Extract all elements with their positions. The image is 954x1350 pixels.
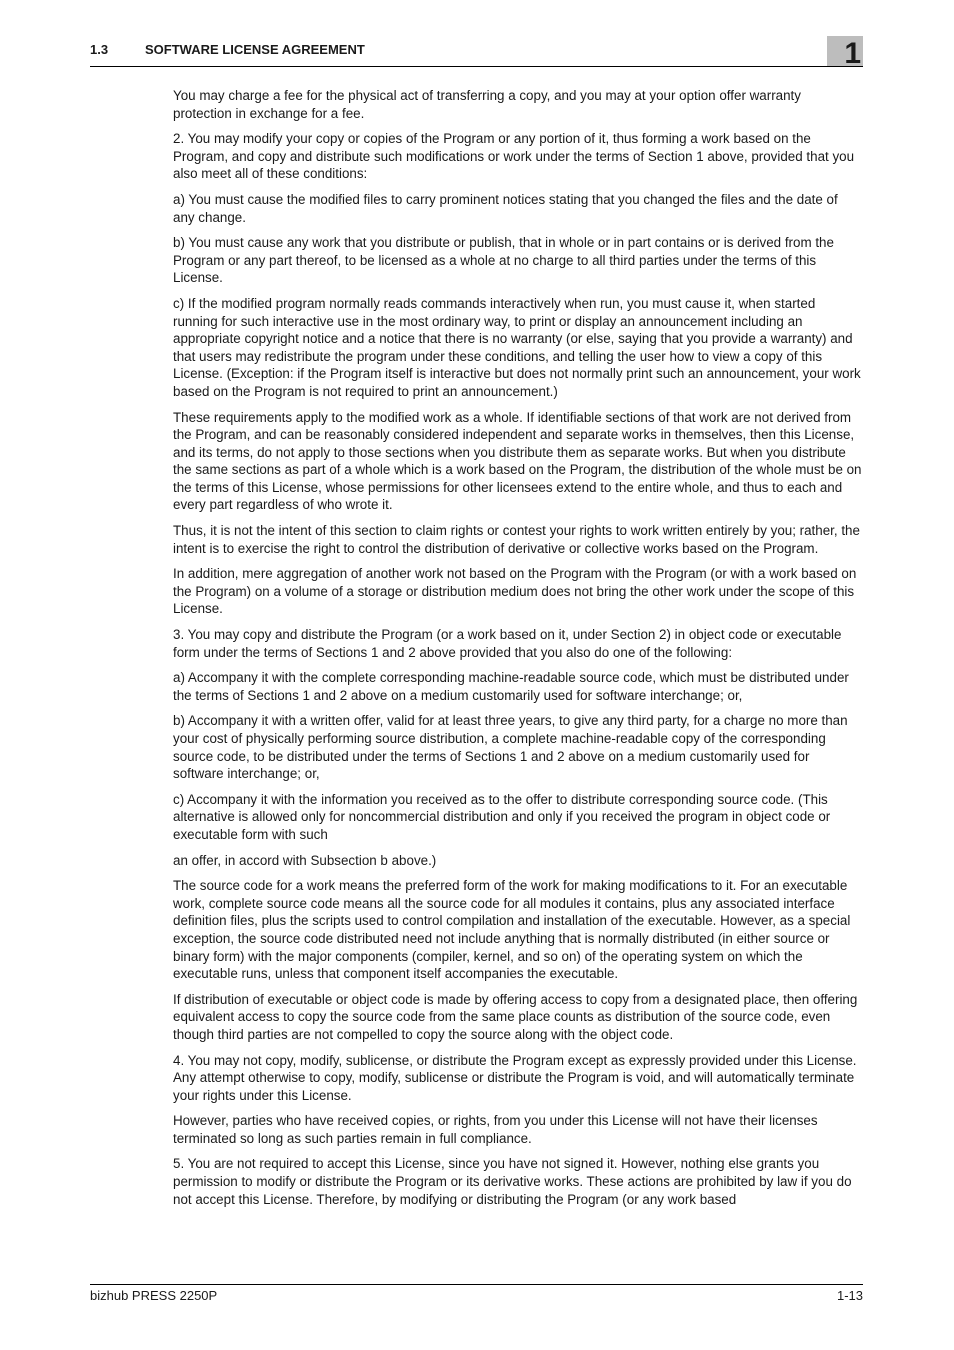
- paragraph: Thus, it is not the intent of this section to claim rights or contest your rights to work written entirely by you; rather, the intent is to exercise the right to control the distribution of derivative or collective works based on the Program.: [173, 523, 860, 556]
- paragraph: an offer, in accord with Subsection b above.): [173, 852, 437, 868]
- paragraph: a) Accompany it with the complete corresponding machine-readable source code, which must be distributed under the terms of Sections 1 and 2 above on a medium customarily used for software interchange; or,: [173, 670, 849, 703]
- section-number: 1.3: [90, 42, 109, 57]
- paragraph: b) Accompany it with a written offer, valid for at least three years, to give any third party, for a charge no more than your cost of physically performing source distribution, a complete machine-readable copy of the corresponding source code, to be distributed under the terms of Sections 1 and 2 above on a medium customarily used for software interchange; or,: [173, 713, 848, 782]
- paragraph: If distribution of executable or object code is made by offering access to copy from a designated place, then offering equivalent access to copy the source code from the same place counts as distribution of the source code, even though third parties are not compelled to copy the source along with the object code.: [173, 991, 858, 1042]
- paragraph: b) You must cause any work that you distribute or publish, that in whole or in part contains or is derived from the Program or any part thereof, to be licensed as a whole at no charge to all third parties under the terms of this License.: [173, 235, 834, 286]
- paragraph: 3. You may copy and distribute the Program (or a work based on it, under Section 2) in object code or executable form under the terms of Sections 1 and 2 above provided that you also do one of the following:: [173, 627, 842, 660]
- section-title: SOFTWARE LICENSE AGREEMENT: [145, 42, 365, 57]
- paragraph: These requirements apply to the modified work as a whole. If identifiable sections of that work are not derived from the Program, and can be reasonably considered independent and separate works in themselves, then this License, and its terms, do not apply to those sections when you distribute them as separate works. But when you distribute the same sections as part of a whole which is a work based on the Program, the distribution of the whole must be on the terms of this License, whose permissions for other licensees extend to the entire whole, and thus to each and every part regardless of who wrote it.: [173, 409, 862, 513]
- paragraph: c) If the modified program normally reads commands interactively when run, you must cause it, when started running for such interactive use in the most ordinary way, to print or display an announcement including an appropriate copyright notice and a notice that there is no warranty (or else, saying that you provide a warranty) and that users may redistribute the program under these conditions, and telling the user how to view a copy of this License. (Exception: if the Program itself is interactive but does not normally print such an announcement, your work based on the Program is not required to print an announcement.): [173, 295, 861, 399]
- paragraph: c) Accompany it with the information you received as to the offer to distribute corresponding source code. (This alternative is allowed only for noncommercial distribution and only if you received the program in object code or executable form with such: [173, 791, 831, 842]
- paragraph: You may charge a fee for the physical act of transferring a copy, and you may at your option offer warranty protection in exchange for a fee.: [173, 88, 801, 121]
- page-header: [90, 36, 863, 67]
- paragraph: a) You must cause the modified files to carry prominent notices stating that you changed the files and the date of any change.: [173, 191, 838, 225]
- paragraph: 4. You may not copy, modify, sublicense, or distribute the Program except as expressly provided under this License. Any attempt otherwise to copy, modify, sublicense or distribute the Program is void, and will automatically terminate your rights under this License.: [173, 1052, 857, 1103]
- paragraph: 2. You may modify your copy or copies of the Program or any portion of it, thus forming a work based on the Program, and copy and distribute such modifications or work under the terms of Section 1 above, provided that you also meet all of these conditions:: [173, 131, 855, 182]
- page-footer: [90, 1284, 863, 1303]
- chapter-number-tab: 1: [827, 36, 863, 66]
- paragraph: In addition, mere aggregation of another work not based on the Program with the Program (or with a work based on the Program) on a volume of a storage or distribution medium does not bring the other work under the scope of this License.: [173, 566, 857, 617]
- page-number: 1-13: [836, 1288, 863, 1303]
- product-name: bizhub PRESS 2250P: [90, 1288, 218, 1303]
- paragraph: The source code for a work means the preferred form of the work for making modifications to it. For an executable work, complete source code means all the source code for all modules it contains, plus any associated interface definition files, plus the scripts used to control compilation and installation of the executable. However, as a special exception, the source code distributed need not include anything that is normally distributed (in either source or binary form) with the major components (compiler, kernel, and so on) of the operating system on which the executable runs, unless that component itself accompanies the executable.: [173, 878, 851, 982]
- paragraph: However, parties who have received copies, or rights, from you under this License will not have their licenses terminated so long as such parties remain in full compliance.: [173, 1113, 818, 1146]
- license-body: [173, 87, 863, 1216]
- paragraph: 5. You are not required to accept this License, since you have not signed it. However, nothing else grants you permission to modify or distribute the Program or its derivative works. These actions are prohibited by law if you do not accept this License. Therefore, by modifying or distributing the Program (or any work based: [173, 1156, 852, 1207]
